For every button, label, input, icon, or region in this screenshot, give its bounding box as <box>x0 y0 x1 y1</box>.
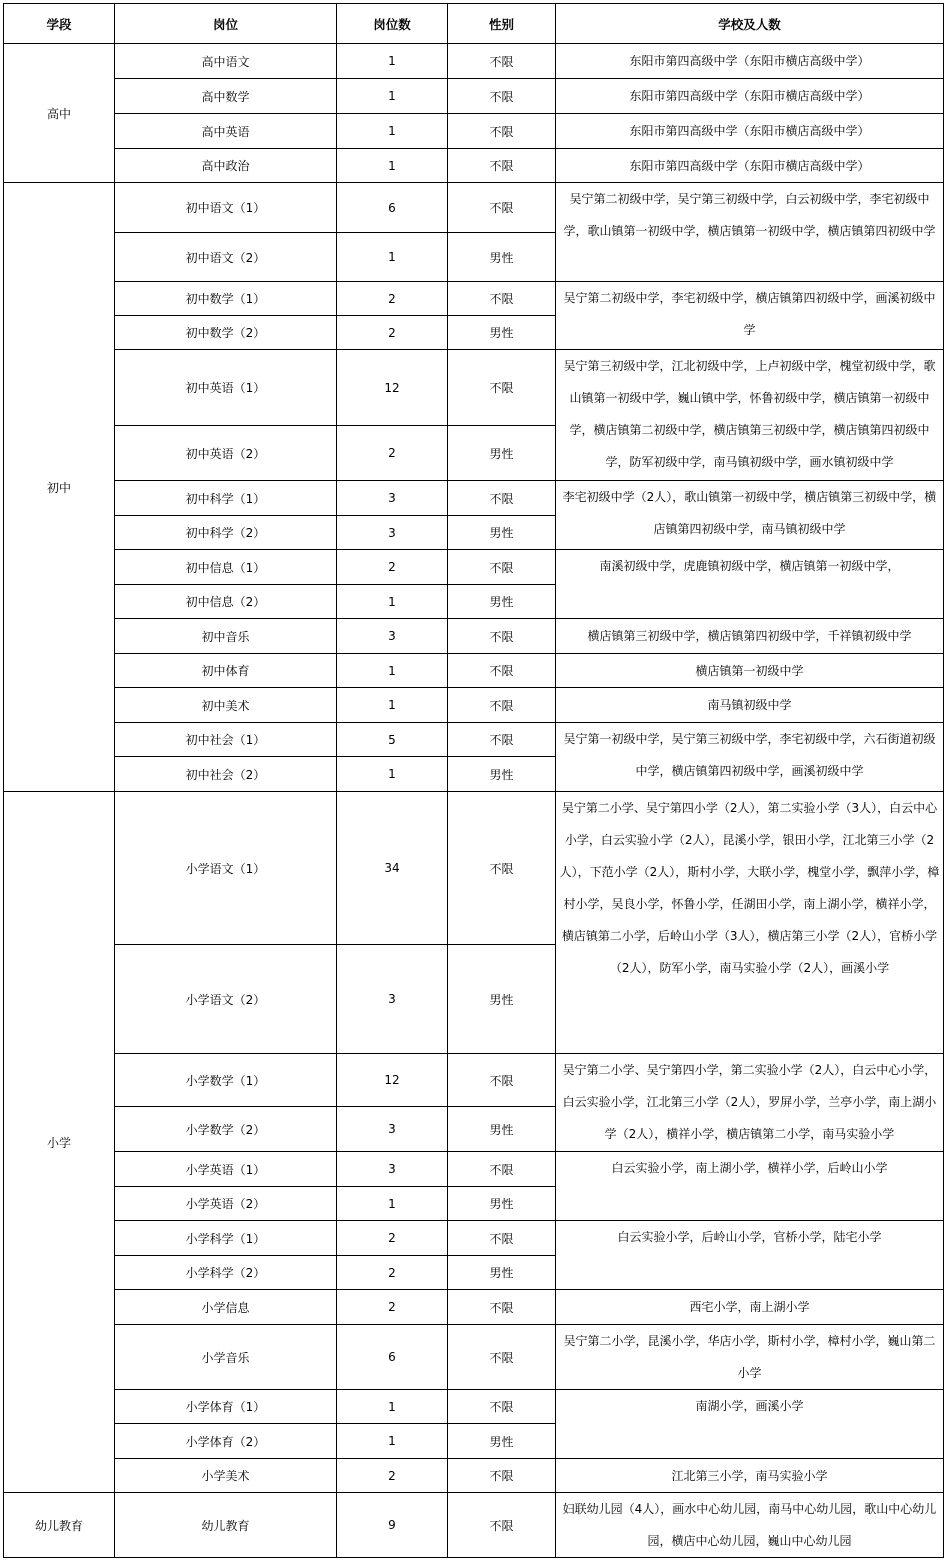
gender-cell: 不限 <box>448 688 556 723</box>
table-row <box>4 654 944 688</box>
table-row <box>4 1290 944 1325</box>
post-cell: 小学数学（2） <box>115 1107 337 1152</box>
gender-cell: 不限 <box>448 149 556 183</box>
count-cell: 6 <box>337 1325 448 1390</box>
gender-cell: 男性 <box>448 233 556 282</box>
count-cell: 1 <box>337 233 448 282</box>
gender-cell: 不限 <box>448 114 556 149</box>
gender-cell: 不限 <box>448 79 556 114</box>
post-cell: 初中科学（1） <box>115 481 337 516</box>
count-cell: 1 <box>337 1187 448 1221</box>
post-cell: 幼儿教育 <box>115 1493 337 1558</box>
gender-cell: 不限 <box>448 1390 556 1424</box>
schools-cell: 吴宁第三初级中学，江北初级中学，上卢初级中学，槐堂初级中学，歌山镇第一初级中学，巍山镇中学，怀鲁初级中学，横店镇第一初级中学，横店镇第二初级中学，横店镇第三初级中学，横店镇第四初级中学，防军初级中学，南马镇初级中学，画水镇初级中学 <box>556 350 944 481</box>
header-row <box>4 4 944 44</box>
table-row <box>4 183 944 233</box>
schools-cell: 西宅小学，南上湖小学 <box>556 1290 944 1325</box>
header-stage: 学段 <box>4 4 115 44</box>
gender-cell: 不限 <box>448 44 556 79</box>
schools-cell: 吴宁第二初级中学，吴宁第三初级中学，白云初级中学，李宅初级中学，歌山镇第一初级中学，横店镇第一初级中学，横店镇第四初级中学 <box>556 183 944 282</box>
post-cell: 初中语文（1） <box>115 183 337 233</box>
table-row <box>4 350 944 426</box>
table-row <box>4 149 944 183</box>
schools-cell: 江北第三小学，南马实验小学 <box>556 1459 944 1493</box>
stage-cell: 小学 <box>4 792 115 1493</box>
schools-cell: 南马镇初级中学 <box>556 688 944 723</box>
count-cell: 3 <box>337 1107 448 1152</box>
table-row <box>4 114 944 149</box>
count-cell: 2 <box>337 316 448 350</box>
gender-cell: 不限 <box>448 350 556 426</box>
post-cell: 高中语文 <box>115 44 337 79</box>
table-row <box>4 688 944 723</box>
post-cell: 初中数学（2） <box>115 316 337 350</box>
table-row <box>4 44 944 79</box>
post-cell: 初中音乐 <box>115 619 337 654</box>
gender-cell: 不限 <box>448 550 556 585</box>
count-cell: 2 <box>337 1221 448 1256</box>
header-gender: 性别 <box>448 4 556 44</box>
post-cell: 小学信息 <box>115 1290 337 1325</box>
post-cell: 初中社会（2） <box>115 757 337 792</box>
post-cell: 小学科学（2） <box>115 1256 337 1290</box>
post-cell: 初中科学（2） <box>115 516 337 550</box>
gender-cell: 不限 <box>448 1152 556 1187</box>
stage-cell: 初中 <box>4 183 115 792</box>
table-row <box>4 282 944 316</box>
count-cell: 1 <box>337 757 448 792</box>
gender-cell: 不限 <box>448 1054 556 1107</box>
post-cell: 小学英语（1） <box>115 1152 337 1187</box>
gender-cell: 不限 <box>448 1221 556 1256</box>
gender-cell: 男性 <box>448 757 556 792</box>
count-cell: 1 <box>337 654 448 688</box>
post-cell: 小学语文（1） <box>115 792 337 945</box>
count-cell: 1 <box>337 79 448 114</box>
table-row <box>4 1054 944 1107</box>
gender-cell: 不限 <box>448 792 556 945</box>
table-row <box>4 792 944 945</box>
table-row <box>4 79 944 114</box>
post-cell: 初中美术 <box>115 688 337 723</box>
count-cell: 9 <box>337 1493 448 1558</box>
schools-cell: 东阳市第四高级中学（东阳市横店高级中学） <box>556 114 944 149</box>
gender-cell: 不限 <box>448 619 556 654</box>
schools-cell: 南湖小学，画溪小学 <box>556 1390 944 1459</box>
header-post: 岗位 <box>115 4 337 44</box>
count-cell: 2 <box>337 1459 448 1493</box>
schools-cell: 东阳市第四高级中学（东阳市横店高级中学） <box>556 44 944 79</box>
post-cell: 初中语文（2） <box>115 233 337 282</box>
schools-cell: 横店镇第一初级中学 <box>556 654 944 688</box>
gender-cell: 不限 <box>448 723 556 757</box>
table-row <box>4 619 944 654</box>
schools-cell: 吴宁第二小学，昆溪小学，华店小学，斯村小学，樟村小学，巍山第二小学 <box>556 1325 944 1390</box>
stage-cell: 幼儿教育 <box>4 1493 115 1558</box>
post-cell: 小学英语（2） <box>115 1187 337 1221</box>
header-schools: 学校及人数 <box>556 4 944 44</box>
gender-cell: 不限 <box>448 481 556 516</box>
gender-cell: 不限 <box>448 1325 556 1390</box>
post-cell: 高中英语 <box>115 114 337 149</box>
recruitment-table <box>3 3 944 1558</box>
gender-cell: 不限 <box>448 183 556 233</box>
post-cell: 小学体育（2） <box>115 1424 337 1459</box>
post-cell: 小学语文（2） <box>115 945 337 1054</box>
post-cell: 小学体育（1） <box>115 1390 337 1424</box>
gender-cell: 不限 <box>448 1290 556 1325</box>
table-row <box>4 1152 944 1187</box>
post-cell: 小学音乐 <box>115 1325 337 1390</box>
count-cell: 1 <box>337 1424 448 1459</box>
table-row <box>4 1493 944 1558</box>
post-cell: 小学科学（1） <box>115 1221 337 1256</box>
count-cell: 12 <box>337 350 448 426</box>
gender-cell: 不限 <box>448 282 556 316</box>
post-cell: 初中英语（1） <box>115 350 337 426</box>
gender-cell: 男性 <box>448 1107 556 1152</box>
schools-cell: 吴宁第二小学、吴宁第四小学，第二实验小学（2人），白云中心小学，白云实验小学，江北第三小学（2人），罗屏小学，兰亭小学，南上湖小学（2人），横祥小学，横店镇第二小学，南马实验小学 <box>556 1054 944 1152</box>
gender-cell: 男性 <box>448 1256 556 1290</box>
post-cell: 初中英语（2） <box>115 426 337 481</box>
table-row <box>4 1325 944 1390</box>
table-row <box>4 1459 944 1493</box>
schools-cell: 妇联幼儿园（4人），画水中心幼儿园，南马中心幼儿园，歌山中心幼儿园，横店中心幼儿园，巍山中心幼儿园 <box>556 1493 944 1558</box>
gender-cell: 男性 <box>448 426 556 481</box>
schools-cell: 李宅初级中学（2人），歌山镇第一初级中学，横店镇第三初级中学，横店镇第四初级中学，南马镇初级中学 <box>556 481 944 550</box>
count-cell: 3 <box>337 619 448 654</box>
post-cell: 初中体育 <box>115 654 337 688</box>
table-row <box>4 550 944 585</box>
schools-cell: 吴宁第二小学、吴宁第四小学（2人），第二实验小学（3人），白云中心小学，白云实验小学（2人），昆溪小学，银田小学，江北第三小学（2人），下范小学（2人），斯村小学，大联小学，槐堂小学，飘萍小学，樟村小学，吴良小学，怀鲁小学，任湖田小学，南上湖小学，横祥小学，横店镇第二小学，后岭山小学（3人），横店第三小学（2人），官桥小学（2人），防军小学，南马实验小学（2人），画溪小学 <box>556 792 944 1054</box>
count-cell: 2 <box>337 282 448 316</box>
post-cell: 初中数学（1） <box>115 282 337 316</box>
table-row <box>4 1221 944 1256</box>
count-cell: 12 <box>337 1054 448 1107</box>
count-cell: 2 <box>337 1290 448 1325</box>
count-cell: 5 <box>337 723 448 757</box>
count-cell: 1 <box>337 149 448 183</box>
table-row <box>4 481 944 516</box>
count-cell: 6 <box>337 183 448 233</box>
header-count: 岗位数 <box>337 4 448 44</box>
count-cell: 2 <box>337 426 448 481</box>
count-cell: 2 <box>337 550 448 585</box>
post-cell: 小学美术 <box>115 1459 337 1493</box>
gender-cell: 不限 <box>448 1459 556 1493</box>
count-cell: 3 <box>337 516 448 550</box>
gender-cell: 男性 <box>448 1424 556 1459</box>
post-cell: 初中信息（2） <box>115 585 337 619</box>
post-cell: 高中政治 <box>115 149 337 183</box>
count-cell: 2 <box>337 1256 448 1290</box>
count-cell: 1 <box>337 44 448 79</box>
count-cell: 1 <box>337 114 448 149</box>
gender-cell: 男性 <box>448 1187 556 1221</box>
table-row <box>4 723 944 757</box>
post-cell: 小学数学（1） <box>115 1054 337 1107</box>
count-cell: 3 <box>337 945 448 1054</box>
gender-cell: 男性 <box>448 945 556 1054</box>
schools-cell: 吴宁第二初级中学，李宅初级中学，横店镇第四初级中学，画溪初级中学 <box>556 282 944 350</box>
count-cell: 34 <box>337 792 448 945</box>
schools-cell: 南溪初级中学，虎鹿镇初级中学，横店镇第一初级中学， <box>556 550 944 619</box>
gender-cell: 男性 <box>448 316 556 350</box>
post-cell: 高中数学 <box>115 79 337 114</box>
count-cell: 1 <box>337 585 448 619</box>
schools-cell: 东阳市第四高级中学（东阳市横店高级中学） <box>556 149 944 183</box>
count-cell: 3 <box>337 481 448 516</box>
table-row <box>4 1390 944 1424</box>
schools-cell: 白云实验小学，后岭山小学，官桥小学，陆宅小学 <box>556 1221 944 1290</box>
schools-cell: 横店镇第三初级中学，横店镇第四初级中学，千祥镇初级中学 <box>556 619 944 654</box>
gender-cell: 不限 <box>448 1493 556 1558</box>
schools-cell: 东阳市第四高级中学（东阳市横店高级中学） <box>556 79 944 114</box>
count-cell: 1 <box>337 1390 448 1424</box>
gender-cell: 不限 <box>448 654 556 688</box>
stage-cell: 高中 <box>4 44 115 183</box>
count-cell: 3 <box>337 1152 448 1187</box>
gender-cell: 男性 <box>448 585 556 619</box>
count-cell: 1 <box>337 688 448 723</box>
post-cell: 初中信息（1） <box>115 550 337 585</box>
schools-cell: 白云实验小学，南上湖小学，横祥小学，后岭山小学 <box>556 1152 944 1221</box>
schools-cell: 吴宁第一初级中学，吴宁第三初级中学，李宅初级中学，六石街道初级中学，横店镇第四初级中学，画溪初级中学 <box>556 723 944 792</box>
gender-cell: 男性 <box>448 516 556 550</box>
post-cell: 初中社会（1） <box>115 723 337 757</box>
